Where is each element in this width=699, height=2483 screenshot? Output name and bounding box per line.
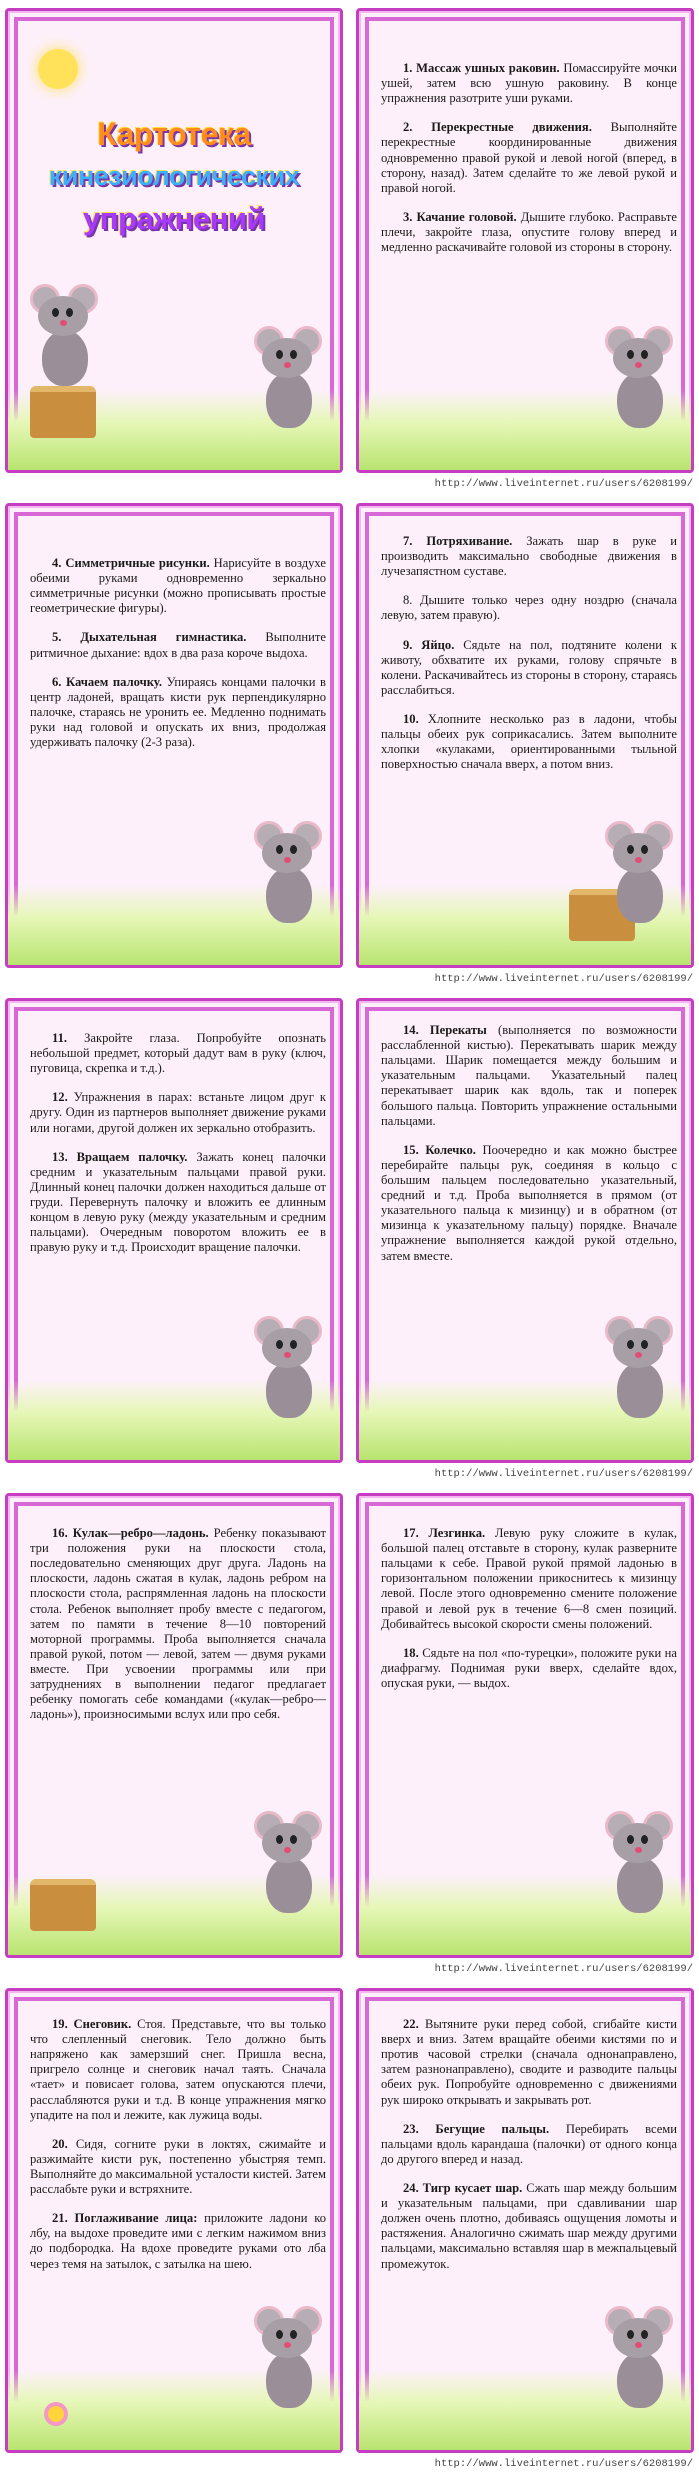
exercise-body: Сжать шар между большим и указательным пальцами, при сдавливании шар должен очень плотно, добиваясь ощущения ломоты и растяжения. Аналогично сжимать шар между другими пальцами, максимально вставляя шар в межпальцевый промежуток.: [381, 2180, 677, 2271]
source-url: http://www.liveinternet.ru/users/6208199/: [434, 1963, 693, 1975]
exercise-heading: 13. Вращаем палочку.: [52, 1149, 188, 1164]
mouse-icon: [258, 1809, 318, 1919]
exercise-text: [381, 534, 677, 786]
exercise-body: 8. Дышите только через одну ноздрю (сначала левую, затем правую).: [381, 593, 677, 623]
exercise-2: [381, 120, 677, 196]
source-url: http://www.liveinternet.ru/users/6208199/: [434, 1468, 693, 1480]
card-exercises-7-10: [356, 503, 694, 968]
title-line-1: Картотека: [97, 116, 251, 152]
exercise-heading: 2. Перекрестные движения.: [403, 120, 592, 135]
exercise-heading: 6. Качаем палочку.: [52, 674, 162, 689]
card-exercises-19-21: [5, 1988, 343, 2453]
exercise-11: [30, 1031, 326, 1076]
exercise-body: Помассируйте мочки ушей, затем всю ушную раковину. В конце упражнения разотрите уши руками.: [381, 61, 677, 106]
exercise-13: [30, 1150, 326, 1256]
row-3: [0, 998, 699, 1493]
mouse-icon: [258, 819, 318, 929]
card-exercises-17-18: [356, 1493, 694, 1958]
exercise-heading: 15. Колечко.: [403, 1142, 476, 1157]
exercise-heading: 17. Лезгинка.: [403, 1526, 486, 1540]
exercise-text: [381, 1526, 677, 1705]
exercise-heading: 10.: [403, 711, 419, 726]
exercise-14: [381, 1023, 677, 1129]
exercise-body: Упражнения в парах: встаньте лицом друг к другу. Один из партнеров выполняет движение руками или ногами, другой должен их зеркально отобразить.: [30, 1090, 326, 1135]
exercise-heading: 16. Кулак—ребро—ладонь.: [52, 1526, 209, 1540]
source-url: http://www.liveinternet.ru/users/6208199/: [434, 2458, 693, 2470]
exercise-8: [381, 593, 677, 623]
row-5: [0, 1988, 699, 2483]
row-2: [0, 503, 699, 998]
exercise-body: Перебирать всеми пальцами вдоль карандаша (палочки) от одного конца до другого вперед и назад.: [381, 2121, 677, 2166]
flower-icon: [48, 2406, 64, 2422]
exercise-18: [381, 1646, 677, 1691]
exercise-heading: 7. Потряхивание.: [403, 534, 513, 548]
exercise-17: [381, 1526, 677, 1632]
source-url: http://www.liveinternet.ru/users/6208199/: [434, 478, 693, 490]
exercise-text: [30, 556, 326, 764]
exercise-text: [381, 1023, 677, 1278]
title-line-2: кинезиологических: [48, 161, 300, 192]
exercise-text: [30, 1031, 326, 1269]
source-url: http://www.liveinternet.ru/users/6208199/: [434, 973, 693, 985]
exercise-body: Левую руку сложите в кулак, большой палец отставьте в сторону, кулак разверните пальцами к себе. Правой рукой прямой ладонью в горизонтальном положении прикоснитесь к мизинцу левой. После этого одновременно смените положение правой и левой рук в течение 6—8 смен позиций. Добивайтесь высокой скорости смены положений.: [381, 1526, 677, 1631]
exercise-1: [381, 61, 677, 106]
mouse-icon: [609, 1809, 669, 1919]
card-exercises-11-13: [5, 998, 343, 1463]
mouse-icon: [609, 819, 669, 929]
stump-icon: [30, 386, 96, 438]
exercise-19: [30, 2017, 326, 2123]
exercise-body: Выполните ритмичное дыхание: вдох в два раза короче выдоха.: [30, 630, 326, 660]
card-exercise-16: [5, 1493, 343, 1958]
exercise-heading: 4. Симметричные рисунки.: [52, 556, 210, 570]
exercise-text: [381, 61, 677, 269]
stump-icon: [30, 1879, 96, 1931]
exercise-body: (выполняется по возможности расслабленной кистью). Перекатывать шарик между пальцами. Шарик помещается между большим и указательным пальцами. Указательный палец перекатывает шарик как вдоль, так и поперек большого пальца. Повторить упражнение остальными пальцами.: [381, 1023, 677, 1128]
mouse-icon: [258, 2304, 318, 2414]
exercise-text: [30, 1526, 326, 1736]
exercise-12: [30, 1090, 326, 1135]
card-exercises-4-6: [5, 503, 343, 968]
mouse-icon: [258, 1314, 318, 1424]
exercise-text: [381, 2017, 677, 2286]
exercise-heading: 21. Поглаживание лица:: [52, 2211, 198, 2226]
exercise-body: Сидя, согните руки в локтях, сжимайте и разжимайте кисти рук, постепенно убыстряя темп. Выполняйте до максимальной усталости кистей. Затем расслабьте руки и встряхните.: [30, 2136, 326, 2197]
exercise-heading: 5. Дыхательная гимнастика.: [52, 630, 247, 645]
row-4: [0, 1493, 699, 1988]
exercise-heading: 1. Массаж ушных раковин.: [403, 61, 560, 75]
exercise-heading: 22.: [403, 2017, 419, 2031]
exercise-body: Дышите глубоко. Расправьте плечи, закройте глаза, опустите голову вперед и медленно раскачивайте головой из стороны в сторону.: [381, 209, 677, 255]
title-line-3: упражнений: [83, 200, 265, 236]
exercise-text: [30, 2017, 326, 2286]
cover-title: [28, 111, 320, 241]
exercise-body: Зажать шар в руке и производить максимально свободные движения в лучезапястном суставе.: [381, 534, 677, 579]
exercise-body: Выполняйте перекрестные координированные движения одновременно правой рукой и левой ногой (вперед, в сторону, назад). Затем сделайте то же левой рукой и правой ногой.: [381, 120, 677, 195]
mouse-icon: [609, 324, 669, 434]
exercise-heading: 19. Снеговик.: [52, 2017, 132, 2031]
exercise-body: Ребенку показывают три положения руки на плоскости стола, последовательно сменяющих друг друга. Ладонь на плоскости, ладонь сжатая в кулак, ладонь ребром на плоскости стола, распрямленная ладонь на плоскости стола. Ребенок выполняет пробу вместе с педагогом, затем по памяти в течение 8—10 повторений моторной программы. Проба выполняется сначала правой рукой, потом — левой, затем — двумя руками вместе. При усвоении программы или при затруднениях в выполнении педагог предлагает ребенку помогать себе командами («кулак—ребро—ладонь»), произносимыми вслух или про себя.: [30, 1526, 326, 1722]
exercise-7: [381, 534, 677, 579]
exercise-body: Упираясь концами палочки в центр ладоней, вращать кисти рук перпендикулярно палочке, стараясь не уронить ее. Медленно поднимать руки над головой и опускать их вниз, продолжая удерживать палочку (2-3 раза).: [30, 674, 326, 750]
mouse-icon: [609, 2304, 669, 2414]
exercise-body: Хлопните несколько раз в ладони, чтобы пальцы обеих рук соприкасались. Затем выполните хлопки «кулаками, ориентированными тыльной поверхностью сначала вверх, а потом вниз.: [381, 711, 677, 772]
exercise-heading: 18.: [403, 1645, 419, 1660]
exercise-9: [381, 638, 677, 698]
exercise-20: [30, 2137, 326, 2197]
exercise-15: [381, 1143, 677, 1264]
exercise-heading: 3. Качание головой.: [403, 209, 517, 224]
exercise-3: [381, 210, 677, 255]
exercise-22: [381, 2017, 677, 2108]
mouse-icon: [34, 282, 94, 392]
exercise-body: приложите ладони ко лбу, на выдохе проведите ими с легким нажимом вниз до подбородка. На вдохе проведите руками ото лба через темя на затылок, с затылка на шею.: [30, 2211, 327, 2271]
card-exercises-1-3: [356, 8, 694, 473]
exercise-body: Сядьте на пол, подтяните колени к животу, обхватите их руками, голову спрячьте в колени. Раскачивайтесь из стороны в сторону, стараясь расслабиться.: [381, 637, 677, 697]
exercise-heading: 20.: [52, 2136, 68, 2151]
exercise-heading: 14. Перекаты: [403, 1023, 487, 1037]
exercise-10: [381, 712, 677, 772]
card-exercises-22-24: [356, 1988, 694, 2453]
exercise-body: Стоя. Представьте, что вы только что слепленный снеговик. Тело должно быть напряжено как замерзший снег. Пришла весна, пригрело солнце и снеговик начал таять. Сначала «тает» и повисает голова, затем опускаются плечи, расслабляются руки и т.д. В конце упражнения мягко упадите на пол и лежите, как лужица воды.: [30, 2017, 326, 2122]
exercise-heading: 24. Тигр кусает шар.: [403, 2180, 523, 2195]
exercise-heading: 12.: [52, 1090, 68, 1105]
exercise-6: [30, 675, 326, 751]
exercise-21: [30, 2211, 326, 2271]
exercise-body: Вытяните руки перед собой, сгибайте кисти вверх и вниз. Затем вращайте обеими кистями по и против часовой стрелки (сначала однонаправлено, затем разнонаправлено), сводите и разводите пальцы обеих рук. Попробуйте одновременно с движениями рук широко открывать и закрывать рот.: [381, 2017, 677, 2107]
exercise-16: [30, 1526, 326, 1722]
exercise-body: Сядьте на пол «по-турецки», положите руки на диафрагму. Поднимая руки вверх, сделайте вдох, опуская руки, — выдох.: [381, 1645, 677, 1690]
exercise-5: [30, 630, 326, 660]
cover-card: [5, 8, 343, 473]
exercise-24: [381, 2181, 677, 2272]
exercise-4: [30, 556, 326, 616]
exercise-heading: 23. Бегущие пальцы.: [403, 2121, 550, 2136]
exercise-body: Закройте глаза. Попробуйте опознать небольшой предмет, который дадут вам в руку (ключ, пуговица, скрепка и т.д.).: [30, 1031, 326, 1076]
exercise-body: Зажать конец палочки средним и указательным пальцами правой руки. Длинный конец палочки должен находиться дальше от груди. Перевернуть палочку и вложить ее длинным концом в левую руку (между указательным и средним пальцами). Очередным поворотом вложить ее в правую руку и т.д. Происходит вращение палочки.: [30, 1149, 326, 1255]
sun-icon: [38, 49, 78, 89]
exercise-body: Поочередно и как можно быстрее перебирайте пальцы рук, соединяя в кольцо с большим пальцем последовательно указательный, средний и т.д. Проба выполняется в прямом (от указательного пальца к мизинцу) и в обратном (от мизинца к указательному пальцу) порядке. Вначале упражнение выполняется каждой рукой отдельно, затем вместе.: [381, 1142, 677, 1263]
card-exercises-14-15: [356, 998, 694, 1463]
exercise-23: [381, 2122, 677, 2167]
mouse-icon: [609, 1314, 669, 1424]
row-1: [0, 8, 699, 503]
exercise-body: Нарисуйте в воздухе обеими руками одновременно зеркально симметричные рисунки (можно прописывать простые геометрические фигуры).: [30, 556, 326, 616]
exercise-heading: 9. Яйцо.: [403, 637, 455, 652]
exercise-heading: 11.: [52, 1031, 68, 1045]
mouse-icon: [258, 324, 318, 434]
